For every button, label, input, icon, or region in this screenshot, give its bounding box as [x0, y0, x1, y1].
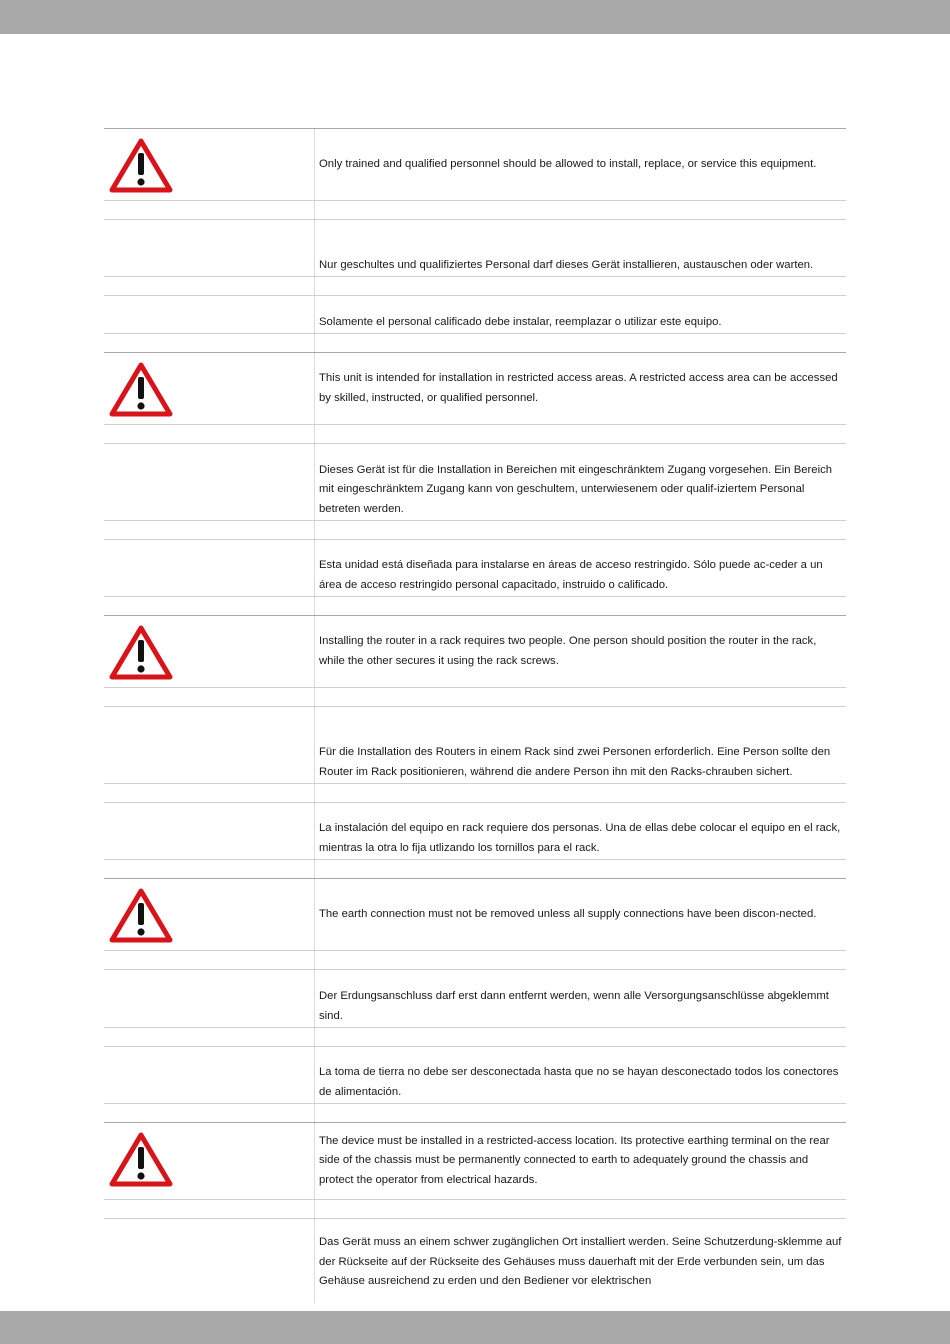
- warning-triangle-icon: [108, 360, 174, 418]
- translation-row: [104, 1218, 846, 1303]
- translation-row: [104, 969, 846, 1027]
- warning-row: [104, 878, 846, 950]
- warning-row: [104, 615, 846, 687]
- row-spacer: [104, 424, 846, 443]
- row-spacer: [104, 596, 846, 615]
- warning-icon-cell: [104, 353, 315, 424]
- translation-row: [104, 802, 846, 859]
- warning-text-en: The device must be installed in a restricted-access location. Its protective earthing terminal on the rear side of the chassis must be permanently connected to earth to adequately ground the chassis and protect the operator from electrical hazards.: [319, 1134, 830, 1186]
- warning-icon-cell: [104, 129, 315, 200]
- row-spacer: [104, 783, 846, 802]
- warning-text-de: Dieses Gerät ist für die Installation in Bereichen mit eingeschränktem Zugang vorgesehen. Ein Bereich mit eingeschränktem Zugang kann von geschultem, unterwiesenem oder qualif-iziertem Personal betreten werden.: [319, 463, 833, 515]
- warning-triangle-icon: [108, 623, 174, 681]
- row-spacer: [104, 1199, 846, 1218]
- warning-text-es: Esta unidad está diseñada para instalarse en áreas de acceso restringido. Sólo puede ac-ceder a un área de acceso restringido personal capacitado, instruido o calificado.: [319, 559, 823, 591]
- warning-text-es: La instalación del equipo en rack requiere dos personas. Una de ellas debe colocar el equipo en el rack, mientras la otra lo fija utlizando los tornillos para el rack.: [319, 822, 841, 854]
- warning-text-en: This unit is intended for installation in restricted access areas. A restricted access area can be accessed by skilled, instructed, or qualified personnel.: [319, 372, 838, 404]
- warning-text-en: The earth connection must not be removed unless all supply connections have been discon-nected.: [319, 907, 817, 920]
- translation-row: [104, 1046, 846, 1103]
- row-spacer: [104, 1027, 846, 1046]
- safety-warnings-table: [104, 128, 846, 1303]
- warning-text-en: Installing the router in a rack requires two people. One person should position the router in the rack, while the other secures it using the rack screws.: [319, 635, 817, 667]
- warning-row: [104, 1122, 846, 1199]
- row-spacer: [104, 520, 846, 539]
- warning-text-de: Das Gerät muss an einem schwer zugänglichen Ort installiert werden. Seine Schutzerdung-sklemme auf der Rückseite auf der Rückseite des Gehäuses muss dauerhaft mit der Erde verbunden sein, um das Gehäuse ausreichend zu erden und den Bediener vor elektrischen: [319, 1236, 842, 1287]
- translation-row: [104, 539, 846, 596]
- header-bar: [0, 0, 950, 34]
- row-spacer: [104, 200, 846, 219]
- warning-text-es: La toma de tierra no debe ser desconectada hasta que no se hayan desconectado todos los conectores de alimentación.: [319, 1066, 839, 1098]
- warning-triangle-icon: [108, 136, 174, 194]
- warning-text-de: Der Erdungsanschluss darf erst dann entfernt werden, wenn alle Versorgungsanschlüsse abgeklemmt sind.: [319, 990, 829, 1022]
- row-spacer: [104, 950, 846, 969]
- warning-text-en: Only trained and qualified personnel should be allowed to install, replace, or service this equipment.: [319, 157, 817, 170]
- warning-text-es: Solamente el personal calificado debe instalar, reemplazar o utilizar este equipo.: [319, 315, 722, 328]
- warning-icon-cell: [104, 1123, 315, 1199]
- warning-text-de: Nur geschultes und qualifiziertes Personal darf dieses Gerät installieren, austauschen oder warten.: [319, 258, 814, 271]
- footer-bar: [0, 1311, 950, 1344]
- row-spacer: [104, 276, 846, 295]
- warning-row: [104, 352, 846, 424]
- warning-text-de: Für die Installation des Routers in einem Rack sind zwei Personen erforderlich. Eine Person sollte den Router im Rack positionieren, während die andere Person ihn mit den Racks-chrauben sichert.: [319, 746, 831, 778]
- row-spacer: [104, 859, 846, 878]
- warning-icon-cell: [104, 879, 315, 950]
- row-spacer: [104, 687, 846, 706]
- warning-triangle-icon: [108, 1130, 174, 1188]
- row-spacer: [104, 333, 846, 352]
- translation-row: [104, 219, 846, 276]
- row-spacer: [104, 1103, 846, 1122]
- translation-row: [104, 443, 846, 520]
- translation-row: [104, 295, 846, 333]
- warning-icon-cell: [104, 616, 315, 687]
- warning-triangle-icon: [108, 886, 174, 944]
- translation-row: [104, 706, 846, 783]
- warning-row: [104, 128, 846, 200]
